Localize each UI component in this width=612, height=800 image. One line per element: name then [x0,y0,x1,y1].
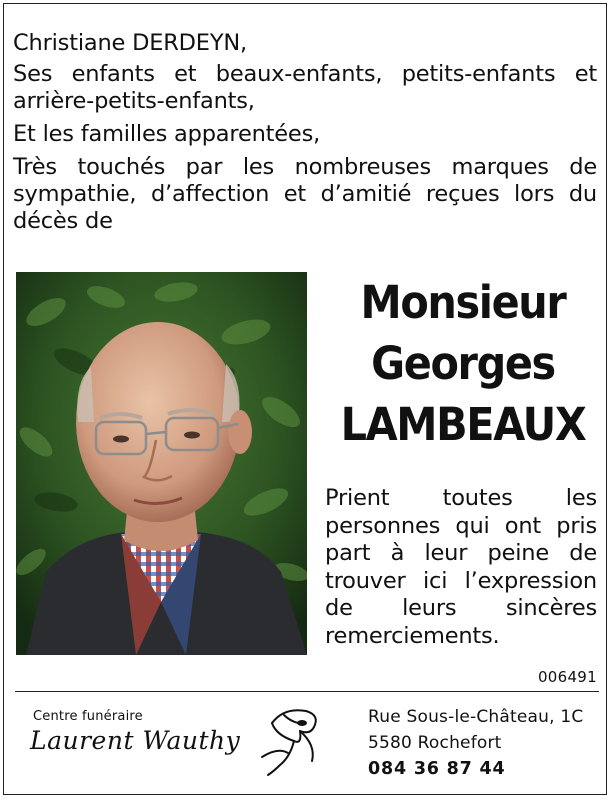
reference-number: 006491 [537,668,597,686]
deceased-last-name: LAMBEAUX [340,398,586,451]
address-city: 5580 Rochefort [368,733,502,753]
calla-lily-logo-icon [254,701,334,785]
thanks-intro: Très touchés par les nombreuses marques de sympathie, d’affection et d’amitié reçues lors du décès de [13,154,597,234]
funeral-home-address [368,704,583,782]
family-line-children: Ses enfants et beaux-enfants, petits-enfants et arrière-petits-enfants, [13,61,597,114]
footer-divider [15,691,599,692]
phone-number: 084 36 87 44 [368,759,506,779]
portrait-illustration [16,272,307,655]
deceased-title: Monsieur [360,276,566,329]
thanks-message: Prient toutes les personnes qui ont pris part à leur peine de trouver ici l’expression de leurs sincères remerciements. [325,485,597,649]
widow-name: Christiane DERDEYN, [13,30,247,56]
address-street: Rue Sous-le-Château, 1C [368,707,584,727]
portrait-photo [16,272,307,655]
deceased-name [330,272,597,455]
funeral-home-name: Laurent Wauthy [30,726,241,755]
deceased-first-name: Georges [371,337,555,390]
intro-text [13,30,597,241]
family-line-relatives: Et les familles apparentées, [13,121,321,147]
funeral-home-label: Centre funéraire [33,709,143,724]
